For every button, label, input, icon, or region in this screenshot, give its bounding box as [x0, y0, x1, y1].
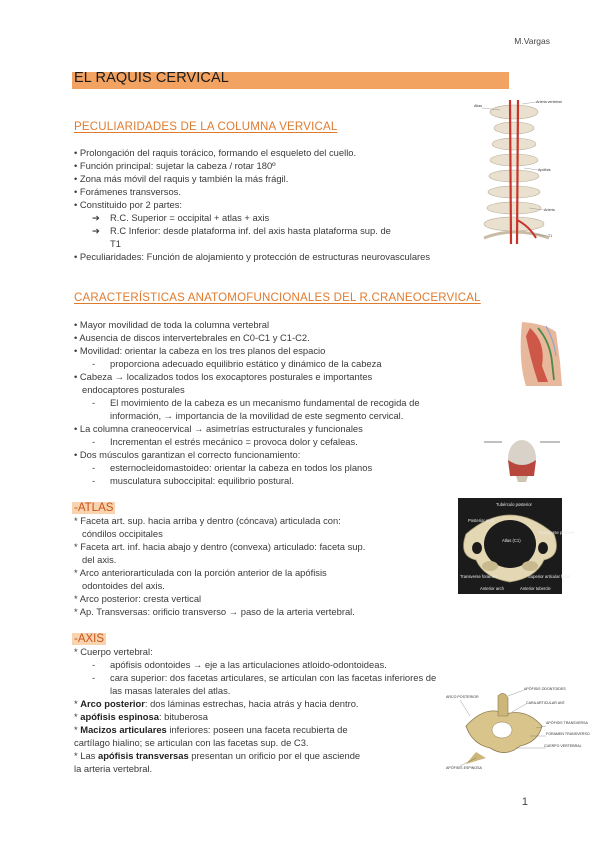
- text-line: la arteria vertebral.: [74, 763, 153, 774]
- text-line: * Arco posterior: cresta vertical: [74, 593, 202, 604]
- text-line: • Zona más móvil del raquis y también la más frágil.: [74, 173, 289, 184]
- atlas-vertebra-figure: [458, 498, 575, 594]
- text-line: * Arco posterior: dos láminas estrechas, hacia atrás y hacia dentro.: [74, 698, 359, 709]
- text-line: cóndilos occipitales: [82, 528, 163, 539]
- dash-bullet: -: [92, 436, 96, 447]
- dash-bullet: -: [92, 672, 96, 683]
- arrow-icon: ➔: [92, 212, 100, 223]
- text-line: cara superior: dos facetas articulares, se articulan con las facetas inferiores de: [110, 672, 437, 683]
- text-line: esternocleidomastoideo: orientar la cabeza en todos los planos: [110, 462, 373, 473]
- svg-text:Arteria: Arteria: [544, 208, 555, 212]
- text-line: El movimiento de la cabeza es un mecanismo fundamental de recogida de: [110, 397, 420, 408]
- text-line: * Las apófisis transversas presentan un orificio por el que asciende: [74, 750, 361, 761]
- axis-label-cara-articular: CARA ARTICULAR ANT.: [526, 701, 566, 705]
- dash-bullet: -: [92, 659, 96, 670]
- cervical-spine-figure: [474, 98, 564, 246]
- page-number: 1: [521, 796, 528, 808]
- text-line: • Constituido por 2 partes:: [74, 199, 183, 210]
- text-line: * Macizos articulares inferiores: poseen una faceta recubierta de: [74, 724, 348, 735]
- text-line: • Función principal: sujetar la cabeza / rotar 180º: [74, 160, 276, 171]
- axis-label-foramen: FORAMEN TRANSVERSO: [546, 732, 590, 736]
- dash-bullet: -: [92, 358, 96, 369]
- neck-muscle-figure: [516, 322, 562, 386]
- dash-bullet: -: [92, 462, 96, 473]
- text-line: * Faceta art. inf. hacia abajo y dentro (convexa) articulado: faceta sup.: [74, 541, 366, 552]
- text-line: • Prolongación del raquis torácico, formando el esqueleto del cuello.: [74, 147, 357, 158]
- text-line: * Cuerpo vertebral:: [74, 646, 153, 657]
- text-line: endocaptores posturales: [82, 384, 185, 395]
- suboccipital-figure: [482, 436, 562, 482]
- axis-label-espinosa: APÓFISIS ESPINOSA: [446, 766, 482, 770]
- svg-text:Arteria vertebral: Arteria vertebral: [536, 100, 562, 104]
- page-title: EL RAQUIS CERVICAL: [74, 70, 229, 86]
- section-heading-caracteristicas: CARACTERÍSTICAS ANATOMOFUNCIONALES DEL R.CRANEOCERVICAL: [74, 292, 481, 304]
- atlas-label-facet: Superior articular facet: [528, 574, 571, 579]
- text-line: T1: [110, 238, 121, 249]
- text-line: R.C. Superior = occipital + atlas + axis: [110, 212, 270, 223]
- text-line: • Forámenes transversos.: [74, 186, 181, 197]
- text-line: odontoides del axis.: [82, 580, 165, 591]
- atlas-label-anterior-arch: Anterior arch: [480, 586, 504, 591]
- text-line: * apófisis espinosa: bituberosa: [74, 711, 208, 722]
- text-line: información, → importancia de la movilidad de este segmento cervical.: [110, 410, 404, 421]
- text-line: • Mayor movilidad de toda la columna vertebral: [74, 319, 270, 330]
- text-line: • Movilidad: orientar la cabeza en los tres planos del espacio: [74, 345, 326, 356]
- section-heading-peculiaridades: PECULIARIDADES DE LA COLUMNA VERVICAL: [74, 121, 338, 133]
- text-line: apófisis odontoides → eje a las articulaciones atloido-odontoideas.: [110, 659, 387, 670]
- axis-label-cuerpo: CUERPO VERTEBRAL: [544, 744, 582, 748]
- atlas-label-top: Tubérculo posterior: [496, 502, 532, 507]
- svg-text:Atlas: Atlas: [474, 104, 482, 108]
- atlas-label-posterior: Posterior arch: [468, 518, 495, 523]
- axis-vertebra-figure: [446, 686, 590, 770]
- axis-heading: -AXIS: [74, 633, 105, 645]
- text-line: del axis.: [82, 554, 117, 565]
- atlas-heading: -ATLAS: [74, 502, 114, 514]
- author-name: M.Vargas: [514, 36, 550, 46]
- atlas-label-anterior-tubercle: Anterior tubercle: [520, 586, 551, 591]
- atlas-label-transverse: Transverse process: [538, 530, 575, 535]
- dash-bullet: -: [92, 397, 96, 408]
- text-line: proporciona adecuado equilibrio estático y dinámico de la cabeza: [110, 358, 382, 369]
- dash-bullet: -: [92, 475, 96, 486]
- text-line: R.C Inferior: desde plataforma inf. del axis hasta plataforma sup. de: [110, 225, 391, 236]
- text-line: • Dos músculos garantizan el correcto funcionamiento:: [74, 449, 301, 460]
- axis-label-odontoides: APÓFISIS ODONTOIDES: [524, 687, 566, 691]
- text-line: Incrementan el estrés mecánico = provoca dolor y cefaleas.: [110, 436, 358, 447]
- atlas-label-center: Atlas (C1): [502, 538, 521, 543]
- axis-label-transversa: APÓFISIS TRANSVERSA: [546, 721, 588, 725]
- text-line: cartílago hialino; se articulan con las facetas sup. de C3.: [74, 737, 309, 748]
- arrow-icon: ➔: [92, 225, 100, 236]
- svg-text:Apófisis: Apófisis: [538, 168, 551, 172]
- text-line: musculatura suboccipital: equilibrio postural.: [110, 475, 294, 486]
- text-line: * Ap. Transversas: orificio transverso → paso de la arteria vertebral.: [74, 606, 355, 617]
- text-line: * Arco anteriorarticulada con la porción anterior de la apófisis: [74, 567, 327, 578]
- text-line: • Cabeza → localizados todos los exocaptores posturales e importantes: [74, 371, 373, 382]
- text-line: • La columna craneocervical → asimetrías estructurales y funcionales: [74, 423, 363, 434]
- text-line: • Ausencia de discos intervertebrales en C0-C1 y C1-C2.: [74, 332, 310, 343]
- text-line: • Peculiaridades: Función de alojamiento y protección de estructuras neurovasculares: [74, 251, 431, 262]
- svg-text:T1: T1: [548, 234, 553, 238]
- text-line: * Faceta art. sup. hacia arriba y dentro (cóncava) articulada con:: [74, 515, 341, 526]
- atlas-label-tf: Transverse foramen: [460, 574, 498, 579]
- text-line: las masas laterales del atlas.: [110, 685, 231, 696]
- axis-label-arco: ARCO POSTERIOR: [446, 695, 479, 699]
